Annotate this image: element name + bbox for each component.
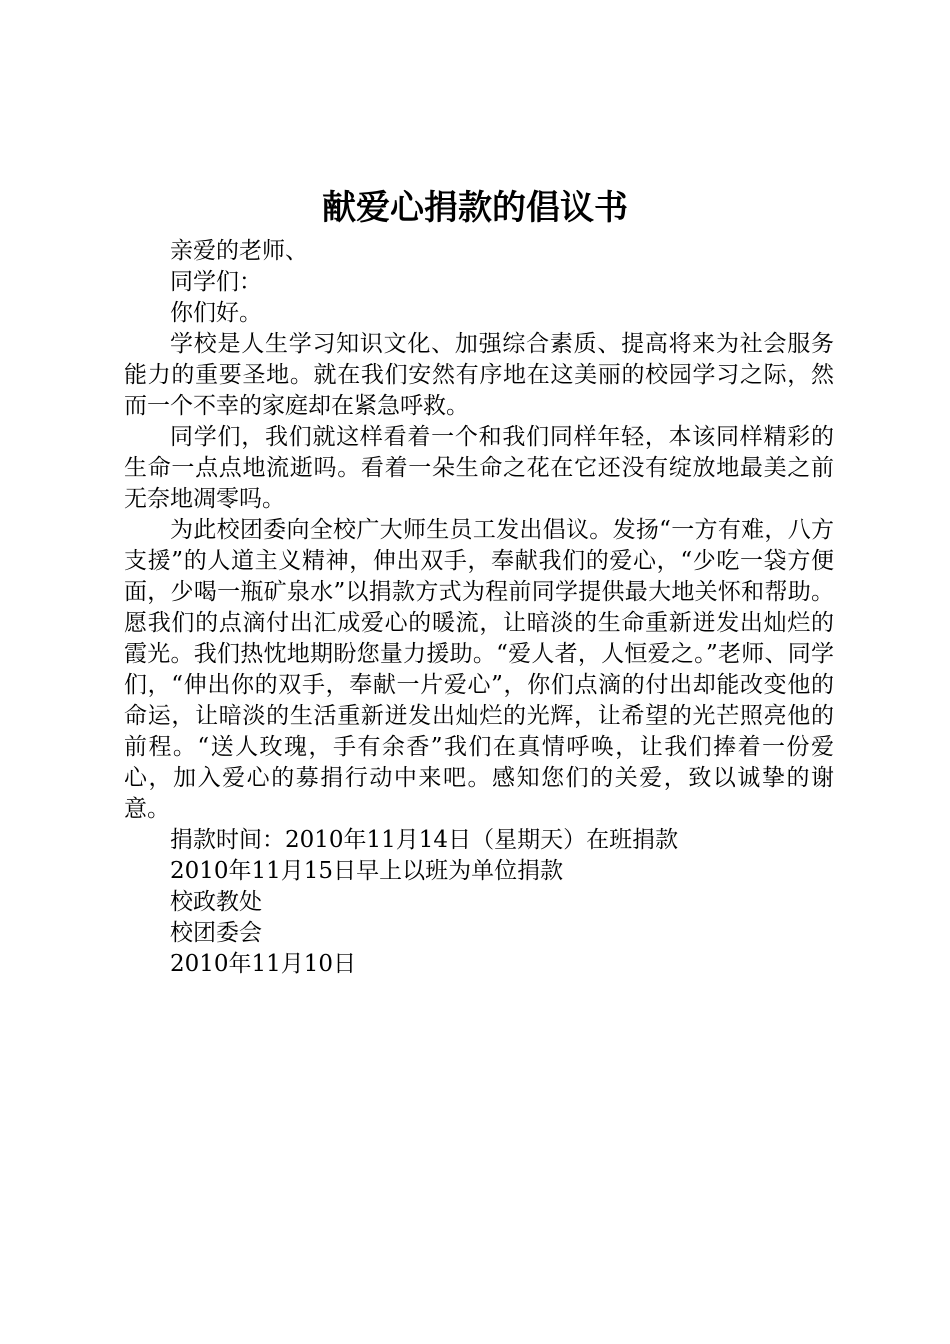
document-title: 献爱心捐款的倡议书 xyxy=(322,188,628,228)
greeting-line: 同学们： xyxy=(170,269,262,295)
signature-line: 校团委会 xyxy=(170,920,262,946)
document-date: 2010年11月10日 xyxy=(170,951,357,977)
body-paragraph: 同学们，我们就这样看着一个和我们同样年轻，本该同样精彩的生命一点点地流逝吗。看着一朵生命之花在它还没有绽放地最美之前无奈地凋零吗。 xyxy=(124,424,834,512)
signature-line: 校政教处 xyxy=(170,889,262,915)
body-paragraph: 学校是人生学习知识文化、加强综合素质、提高将来为社会服务能力的重要圣地。就在我们安然有序地在这美丽的校园学习之际，然而一个不幸的家庭却在紧急呼救。 xyxy=(124,331,834,419)
document-body xyxy=(124,236,834,980)
donation-time-line: 捐款时间：2010年11月14日（星期天）在班捐款 xyxy=(170,827,679,853)
greeting-line: 亲爱的老师、 xyxy=(170,238,308,264)
greeting-line: 你们好。 xyxy=(170,300,262,326)
donation-time-line: 2010年11月15日早上以班为单位捐款 xyxy=(170,858,564,884)
body-paragraph: 为此校团委向全校广大师生员工发出倡议。发扬“一方有难，八方支援”的人道主义精神，伸出双手，奉献我们的爱心，“少吃一袋方便面，少喝一瓶矿泉水”以捐款方式为程前同学提供最大地关怀和帮助。愿我们的点滴付出汇成爱心的暖流，让暗淡的生命重新迸发出灿烂的霞光。我们热忱地期盼您量力援助。“爱人者，人恒爱之。”老师、同学们，“伸出你的双手，奉献一片爱心”，你们点滴的付出却能改变他的命运，让暗淡的生活重新迸发出灿烂的光辉，让希望的光芒照亮他的前程。“送人玫瑰，手有余香”我们在真情呼唤，让我们捧着一份爱心，加入爱心的募捐行动中来吧。感知您们的关爱，致以诚挚的谢意。 xyxy=(124,517,834,822)
